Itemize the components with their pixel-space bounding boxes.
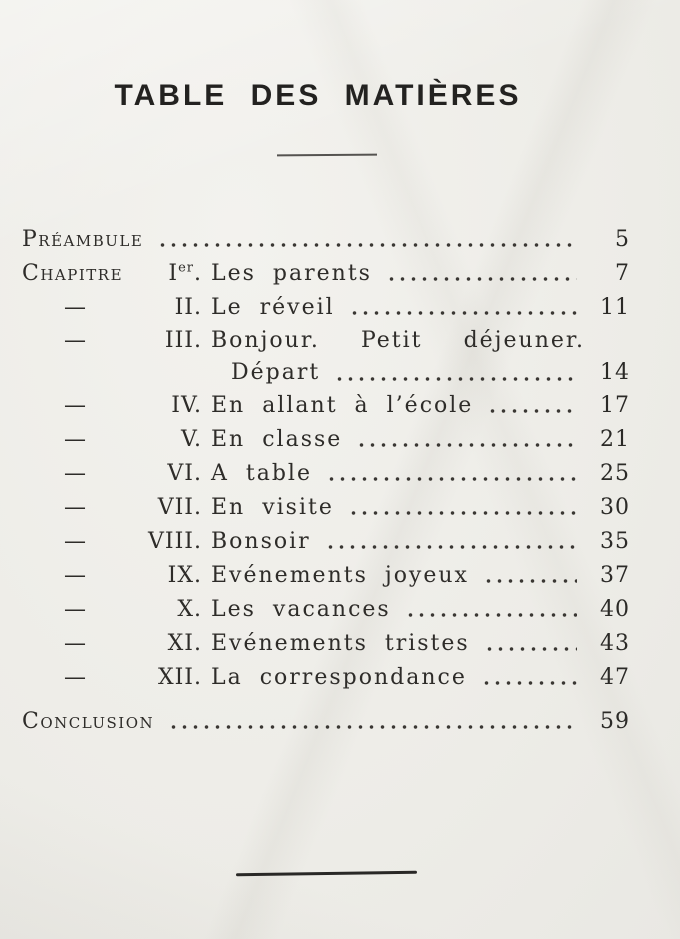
chapter-numeral-suffix: er	[178, 260, 194, 276]
toc-entry	[22, 291, 630, 325]
dot-leader	[384, 257, 577, 291]
toc-entry	[22, 525, 630, 559]
page-number: 5	[615, 227, 630, 252]
chapter-title: Le réveil	[211, 295, 335, 320]
chapter-title: Les vacances	[211, 597, 391, 622]
toc-entry	[22, 457, 630, 491]
page-number: 30	[600, 495, 630, 520]
dot-leader	[485, 389, 577, 423]
section-label: —	[64, 461, 86, 486]
dot-leader	[347, 291, 577, 325]
chapter-numeral: III	[164, 328, 194, 353]
dot-leader	[403, 593, 577, 627]
chapter-title-word: déjeuner.	[463, 328, 585, 353]
toc-entry	[22, 491, 630, 525]
dot-leader	[324, 457, 577, 491]
chapter-title: Bonsoir	[211, 529, 311, 554]
page-number: 40	[600, 597, 630, 622]
chapter-number	[128, 423, 202, 457]
chapter-numeral-period: .	[194, 563, 202, 588]
chapter-number	[128, 257, 202, 291]
chapter-numeral: IX	[167, 563, 194, 588]
chapter-numeral: IV	[171, 393, 194, 418]
chapter-title: La correspondance	[211, 665, 467, 690]
chapter-title: A table	[211, 461, 312, 486]
chapter-numeral-period: .	[194, 393, 202, 418]
chapter-title-line1	[211, 325, 585, 357]
section-label: —	[64, 631, 86, 656]
chapter-numeral: XI	[167, 631, 194, 656]
section-label: —	[64, 495, 86, 520]
page-number: 35	[600, 529, 630, 554]
chapter-title: Evénements joyeux	[211, 563, 469, 588]
footer-divider-rule	[236, 871, 417, 877]
chapter-numeral: VIII	[148, 529, 194, 554]
chapter-title: Evénements tristes	[211, 631, 470, 656]
dot-leader	[166, 705, 577, 739]
page-number: 47	[600, 665, 630, 690]
page-number: 21	[600, 427, 630, 452]
chapter-numeral: X	[177, 597, 194, 622]
toc-entry	[22, 705, 630, 739]
dot-leader	[323, 525, 577, 559]
chapter-numeral: I	[168, 261, 179, 286]
chapter-number	[128, 525, 202, 559]
section-label: —	[64, 393, 86, 418]
toc-entry	[22, 559, 630, 593]
toc-entry-continuation	[22, 357, 630, 389]
page-number: 17	[600, 393, 630, 418]
chapter-numeral-period: .	[194, 295, 202, 320]
chapter-numeral: VI	[167, 461, 194, 486]
toc-entry	[22, 593, 630, 627]
chapter-number	[128, 389, 202, 423]
page-number: 11	[600, 295, 630, 320]
section-label: —	[64, 427, 86, 452]
chapter-title-word: Bonjour.	[211, 328, 320, 353]
section-label: —	[64, 665, 86, 690]
chapter-numeral: V	[180, 427, 194, 452]
dot-leader	[346, 491, 577, 525]
section-label: —	[64, 529, 86, 554]
chapter-numeral-period: .	[194, 529, 202, 554]
toc-entry	[22, 423, 630, 457]
toc-entry	[22, 627, 630, 661]
section-label: —	[64, 295, 86, 320]
chapter-title-word: Petit	[360, 328, 423, 353]
chapter-numeral-period: .	[194, 427, 202, 452]
chapter-title-line2: Départ	[231, 360, 321, 385]
chapter-numeral-period: .	[194, 631, 202, 656]
toc-entry	[22, 325, 630, 357]
toc-entry	[22, 223, 630, 257]
chapter-title: En visite	[211, 495, 334, 520]
chapter-numeral-period: .	[194, 495, 202, 520]
chapter-numeral: II	[174, 295, 194, 320]
chapter-numeral-period: .	[194, 597, 202, 622]
dot-leader	[155, 223, 577, 257]
chapter-number	[128, 627, 202, 661]
chapter-number	[128, 457, 202, 491]
toc-entry	[22, 661, 630, 695]
page-number: 37	[600, 563, 630, 588]
dot-leader	[332, 357, 577, 389]
chapter-numeral: VII	[157, 495, 194, 520]
toc-entry	[22, 257, 630, 291]
page-number: 7	[615, 261, 630, 286]
section-label: Conclusion	[22, 709, 155, 734]
chapter-numeral-period: .	[194, 328, 202, 353]
section-label: —	[64, 328, 86, 353]
chapter-number	[128, 559, 202, 593]
page-number: 25	[600, 461, 630, 486]
section-label: Préambule	[22, 227, 144, 252]
chapter-title: En allant à l’école	[211, 393, 474, 418]
dot-leader	[481, 559, 577, 593]
dot-leader	[354, 423, 577, 457]
table-of-contents	[0, 110, 680, 739]
chapter-number	[128, 491, 202, 525]
section-label: Chapitre	[22, 261, 124, 286]
chapter-numeral-period: .	[194, 261, 202, 286]
chapter-numeral-period: .	[194, 665, 202, 690]
page-title: TABLE DES MATIÈRES	[114, 79, 522, 112]
chapter-number	[128, 593, 202, 627]
dot-leader	[482, 627, 577, 661]
chapter-numeral: XII	[157, 665, 194, 690]
chapter-title: Les parents	[211, 261, 372, 286]
chapter-number	[128, 325, 202, 357]
chapter-number	[128, 291, 202, 325]
page-number: 43	[600, 631, 630, 656]
chapter-numeral-period: .	[194, 461, 202, 486]
page-number: 14	[600, 360, 630, 385]
section-label: —	[64, 597, 86, 622]
page-number: 59	[600, 709, 630, 734]
chapter-title: En classe	[211, 427, 343, 452]
toc-entry	[22, 389, 630, 423]
chapter-number	[128, 661, 202, 695]
section-label: —	[64, 563, 86, 588]
dot-leader	[479, 661, 577, 695]
